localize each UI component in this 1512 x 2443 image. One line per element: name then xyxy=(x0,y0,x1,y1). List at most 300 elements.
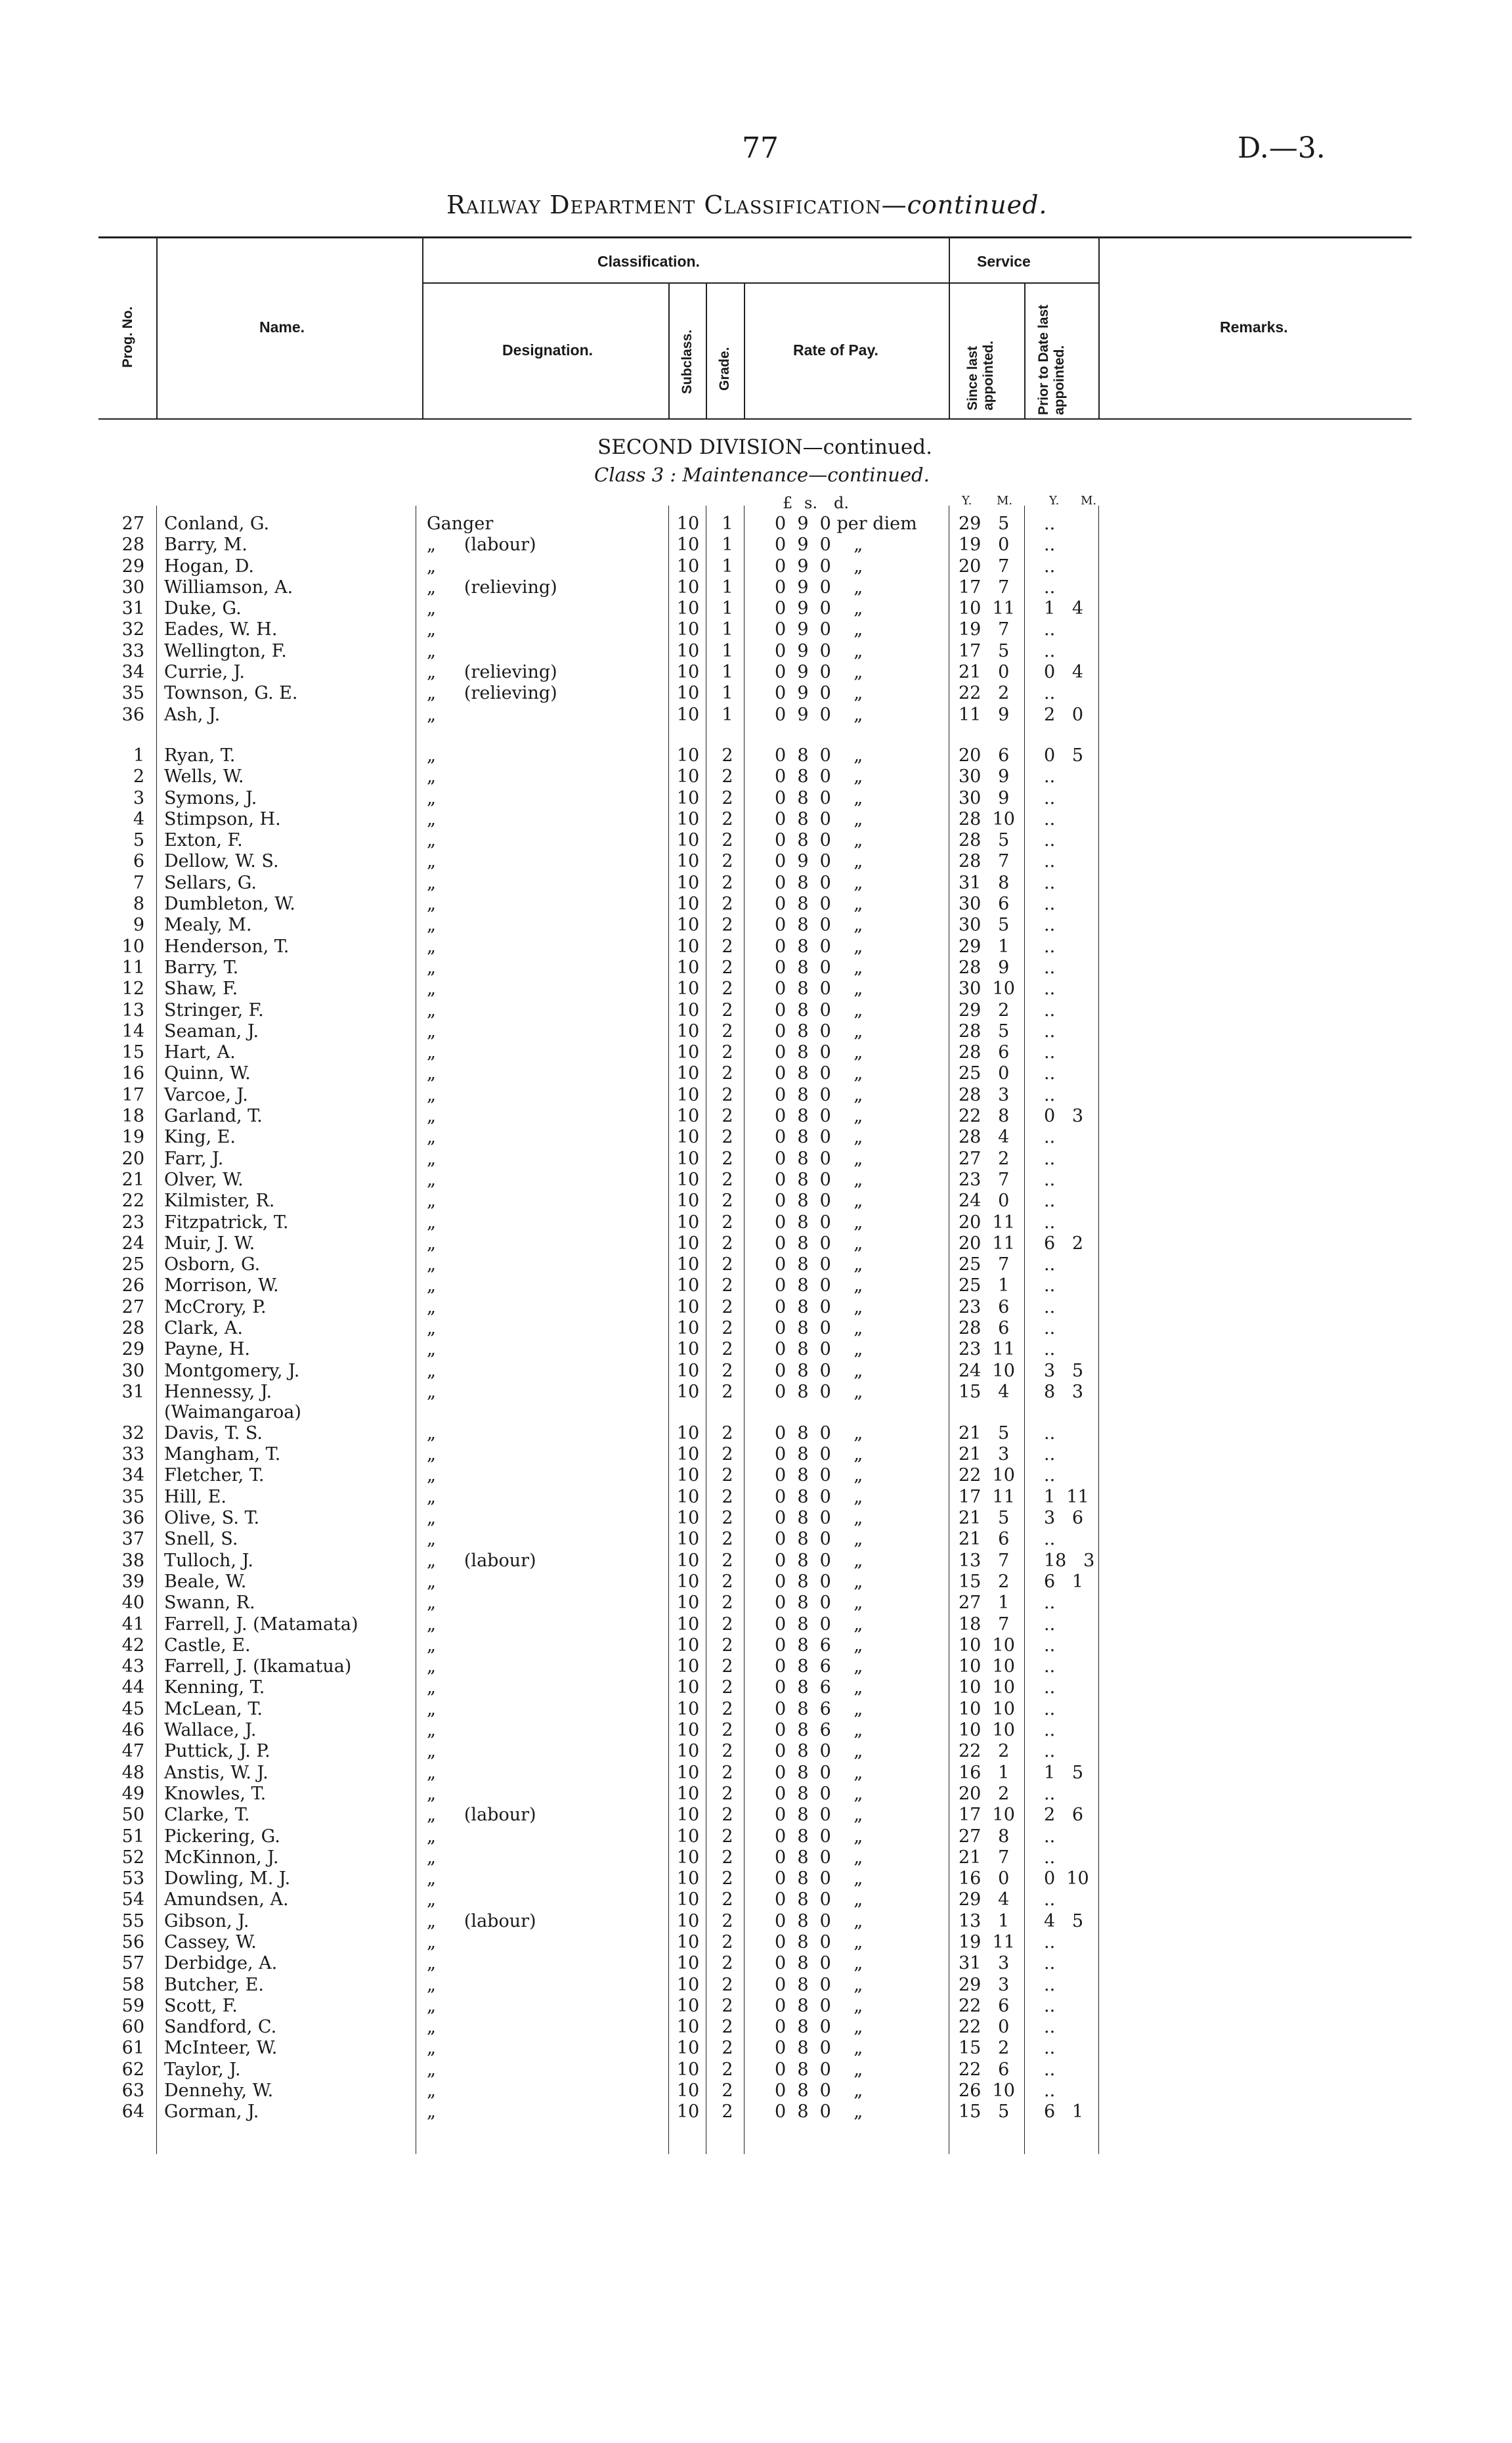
table-row xyxy=(0,2038,1512,2059)
grade-cell: 2 xyxy=(722,1508,733,1529)
prior-to-date-cell: .. xyxy=(1044,1127,1056,1148)
designation-cell: „ xyxy=(427,1677,436,1698)
table-row xyxy=(0,873,1512,894)
since-last-cell: 17 5 xyxy=(959,640,1010,661)
name-cell: Shaw, F. xyxy=(164,979,238,1000)
subclass-cell: 10 xyxy=(676,1191,700,1212)
prog-no-cell: 35 xyxy=(121,1486,144,1507)
header-since-last: Since last appointed. xyxy=(965,340,996,410)
subclass-cell: 10 xyxy=(676,535,700,556)
designation-cell: „ xyxy=(427,1847,436,1868)
grade-cell: 2 xyxy=(722,936,733,957)
name-cell: Wallace, J. xyxy=(164,1720,257,1741)
prior-to-date-cell: .. xyxy=(1044,1698,1056,1719)
designation-cell: „ xyxy=(427,1148,436,1169)
table-row xyxy=(0,2102,1512,2123)
rate-of-pay-cell: 0 8 0 „ xyxy=(775,1593,863,1614)
since-last-cell: 31 8 xyxy=(959,872,1010,893)
subclass-cell: 10 xyxy=(676,1381,700,1402)
grade-cell: 2 xyxy=(722,915,733,936)
designation-cell: „ xyxy=(427,1381,436,1402)
grade-cell: 2 xyxy=(722,2017,733,2038)
since-last-cell: 28 5 xyxy=(959,1021,1010,1042)
rate-of-pay-cell: 0 8 0 „ xyxy=(775,1614,863,1635)
designation-cell: „ xyxy=(427,2059,436,2080)
name-cell: Muir, J. W. xyxy=(164,1233,255,1254)
prog-no-cell: 51 xyxy=(121,1826,144,1847)
prog-no-cell: 36 xyxy=(121,704,144,725)
prog-no-cell: 59 xyxy=(121,1995,144,2016)
rate-of-pay-cell: 0 8 0 „ xyxy=(775,1275,863,1296)
table-row xyxy=(0,683,1512,704)
table-row xyxy=(0,1763,1512,1784)
subclass-cell: 10 xyxy=(676,1233,700,1254)
table-row xyxy=(0,1382,1512,1423)
rate-of-pay-cell: 0 8 0 „ xyxy=(775,1212,863,1233)
subclass-cell: 10 xyxy=(676,915,700,936)
name-cell: Ash, J. xyxy=(164,704,221,725)
prior-to-date-cell: 8 3 xyxy=(1044,1381,1084,1402)
subclass-cell: 10 xyxy=(676,1254,700,1275)
table-row xyxy=(0,1508,1512,1529)
grade-cell: 2 xyxy=(722,1593,733,1614)
rate-of-pay-cell: 0 8 0 „ xyxy=(775,1571,863,1592)
prior-to-date-cell: .. xyxy=(1044,1444,1056,1465)
subclass-cell: 10 xyxy=(676,1593,700,1614)
subclass-cell: 10 xyxy=(676,1953,700,1974)
prog-no-cell: 16 xyxy=(121,1063,144,1084)
grade-cell: 1 xyxy=(722,514,733,534)
designation-cell: „ xyxy=(427,1635,436,1656)
rate-of-pay-cell: 0 8 0 „ xyxy=(775,1339,863,1360)
subclass-cell: 10 xyxy=(676,1275,700,1296)
prog-no-cell: 3 xyxy=(133,787,144,808)
grade-cell: 2 xyxy=(722,1084,733,1105)
table-row xyxy=(0,2017,1512,2038)
designation-cell: „ xyxy=(427,1465,436,1486)
rate-of-pay-cell: 0 9 0 „ xyxy=(775,662,863,683)
grade-cell: 2 xyxy=(722,851,733,872)
subclass-cell: 10 xyxy=(676,1847,700,1868)
prog-no-cell: 62 xyxy=(121,2059,144,2080)
document-reference: D.—3. xyxy=(1238,131,1326,165)
grade-cell: 2 xyxy=(722,787,733,808)
grade-cell: 2 xyxy=(722,1191,733,1212)
grade-cell: 2 xyxy=(722,1444,733,1465)
table-row xyxy=(0,1106,1512,1127)
header-prog-no: Prog. No. xyxy=(120,306,135,368)
prior-to-date-cell: 0 3 xyxy=(1044,1106,1084,1127)
since-last-cell: 21 5 xyxy=(959,1508,1010,1529)
rate-of-pay-cell: 0 8 0 „ xyxy=(775,1360,863,1381)
prog-no-cell: 13 xyxy=(121,1000,144,1021)
prog-no-cell: 15 xyxy=(121,1042,144,1063)
grade-cell: 2 xyxy=(722,1783,733,1804)
grade-cell: 2 xyxy=(722,1021,733,1042)
designation-cell: „ (relieving) xyxy=(427,577,557,598)
prior-to-date-cell: 1 5 xyxy=(1044,1762,1084,1783)
prior-to-date-cell: .. xyxy=(1044,872,1056,893)
since-last-cell: 20 2 xyxy=(959,1783,1010,1804)
grade-cell: 1 xyxy=(722,662,733,683)
designation-cell: „ xyxy=(427,1486,436,1507)
since-last-cell: 19 0 xyxy=(959,535,1010,556)
prior-to-date-cell: 2 6 xyxy=(1044,1805,1084,1826)
prior-to-date-cell: .. xyxy=(1044,1422,1056,1443)
header-rate-of-pay: Rate of Pay. xyxy=(793,341,878,359)
header-grade: Grade. xyxy=(717,347,732,391)
subclass-cell: 10 xyxy=(676,957,700,978)
name-cell: Dellow, W. S. xyxy=(164,851,279,872)
prog-no-cell: 27 xyxy=(121,514,144,534)
designation-cell: „ xyxy=(427,872,436,893)
subclass-cell: 10 xyxy=(676,830,700,851)
rate-of-pay-cell: 0 8 0 „ xyxy=(775,1953,863,1974)
name-cell: Hart, A. xyxy=(164,1042,236,1063)
table-row xyxy=(0,1021,1512,1042)
name-cell: Barry, T. xyxy=(164,957,239,978)
since-last-cell: 28 10 xyxy=(959,808,1015,829)
since-last-cell: 20 6 xyxy=(959,745,1010,766)
subclass-cell: 10 xyxy=(676,1317,700,1338)
prior-to-date-cell: .. xyxy=(1044,1254,1056,1275)
since-last-cell: 29 4 xyxy=(959,1889,1010,1910)
col-line-4 xyxy=(706,284,707,420)
grade-cell: 2 xyxy=(722,766,733,787)
prior-to-date-cell: .. xyxy=(1044,556,1056,577)
prior-to-date-cell: .. xyxy=(1044,1191,1056,1212)
table-row xyxy=(0,2080,1512,2102)
name-cell: Exton, F. xyxy=(164,830,243,851)
prior-to-date-cell: .. xyxy=(1044,1995,1056,2016)
prog-no-cell: 52 xyxy=(121,1847,144,1868)
subclass-cell: 10 xyxy=(676,1000,700,1021)
prior-to-date-cell: .. xyxy=(1044,915,1056,936)
unit-prior-months: M. xyxy=(1081,494,1097,508)
designation-cell: „ xyxy=(427,1508,436,1529)
subclass-cell: 10 xyxy=(676,2038,700,2059)
since-last-cell: 20 11 xyxy=(959,1233,1015,1254)
grade-cell: 2 xyxy=(722,1212,733,1233)
name-cell: Sellars, G. xyxy=(164,872,257,893)
name-cell: Morrison, W. xyxy=(164,1275,279,1296)
name-cell: Anstis, W. J. xyxy=(164,1762,269,1783)
table-row xyxy=(0,1975,1512,1996)
grade-cell: 2 xyxy=(722,2038,733,2059)
header-top-rule xyxy=(98,236,1412,238)
designation-cell: „ xyxy=(427,1974,436,1995)
since-last-cell: 19 11 xyxy=(959,1932,1015,1952)
col-line-1 xyxy=(156,236,158,420)
rate-of-pay-cell: 0 8 0 „ xyxy=(775,1550,863,1571)
prior-to-date-cell: 0 10 xyxy=(1044,1868,1089,1889)
unit-since-months: M. xyxy=(997,494,1013,508)
since-last-cell: 10 10 xyxy=(959,1656,1015,1677)
table-row xyxy=(0,1212,1512,1233)
since-last-cell: 27 2 xyxy=(959,1148,1010,1169)
prior-to-date-cell: 6 1 xyxy=(1044,2102,1084,2123)
header-service: Service xyxy=(977,253,1031,270)
prior-to-date-cell: .. xyxy=(1044,936,1056,957)
name-cell: Kenning, T. xyxy=(164,1677,265,1698)
designation-cell: „ xyxy=(427,979,436,1000)
grade-cell: 2 xyxy=(722,957,733,978)
prog-no-cell: 34 xyxy=(121,1465,144,1486)
prog-no-cell: 2 xyxy=(133,766,144,787)
header-designation: Designation. xyxy=(502,341,594,359)
table-row xyxy=(0,1254,1512,1275)
designation-cell: „ xyxy=(427,1000,436,1021)
table-row xyxy=(0,1318,1512,1339)
designation-cell: „ xyxy=(427,1191,436,1212)
grade-cell: 2 xyxy=(722,1233,733,1254)
rate-of-pay-cell: 0 8 0 „ xyxy=(775,1444,863,1465)
prior-to-date-cell: 6 1 xyxy=(1044,1571,1084,1592)
prog-no-cell: 32 xyxy=(121,619,144,640)
table-row xyxy=(0,1465,1512,1486)
prog-no-cell: 54 xyxy=(121,1889,144,1910)
rate-of-pay-cell: 0 8 0 „ xyxy=(775,1783,863,1804)
prog-no-cell: 14 xyxy=(121,1021,144,1042)
name-cell: Dowling, M. J. xyxy=(164,1868,291,1889)
grade-cell: 1 xyxy=(722,556,733,577)
prior-to-date-cell: .. xyxy=(1044,787,1056,808)
table-row xyxy=(0,915,1512,936)
name-cell: Fitzpatrick, T. xyxy=(164,1212,289,1233)
grade-cell: 2 xyxy=(722,2080,733,2102)
prog-no-cell: 27 xyxy=(121,1296,144,1317)
name-cell: Derbidge, A. xyxy=(164,1953,278,1974)
subclass-cell: 10 xyxy=(676,1444,700,1465)
table-row xyxy=(0,1529,1512,1550)
subclass-cell: 10 xyxy=(676,1550,700,1571)
subclass-cell: 10 xyxy=(676,1422,700,1443)
table-row xyxy=(0,1444,1512,1465)
table-row xyxy=(0,851,1512,872)
grade-cell: 2 xyxy=(722,1571,733,1592)
subclass-cell: 10 xyxy=(676,979,700,1000)
name-cell: Sandford, C. xyxy=(164,2017,277,2038)
rate-of-pay-cell: 0 8 0 „ xyxy=(775,1889,863,1910)
since-last-cell: 28 3 xyxy=(959,1084,1010,1105)
grade-cell: 2 xyxy=(722,1805,733,1826)
header-remarks: Remarks. xyxy=(1220,319,1288,336)
prior-to-date-cell: .. xyxy=(1044,1339,1056,1360)
grade-cell: 2 xyxy=(722,1826,733,1847)
prog-no-cell: 29 xyxy=(121,1339,144,1360)
prior-to-date-cell: .. xyxy=(1044,830,1056,851)
group-spacer xyxy=(0,726,1512,745)
subclass-cell: 10 xyxy=(676,1762,700,1783)
rate-of-pay-cell: 0 8 0 „ xyxy=(775,1381,863,1402)
subclass-cell: 10 xyxy=(676,1783,700,1804)
rate-of-pay-cell: 0 8 0 „ xyxy=(775,1254,863,1275)
prog-no-cell: 53 xyxy=(121,1868,144,1889)
prog-no-cell: 44 xyxy=(121,1677,144,1698)
rate-of-pay-cell: 0 8 0 „ xyxy=(775,1063,863,1084)
grade-cell: 2 xyxy=(722,1127,733,1148)
prior-to-date-cell: .. xyxy=(1044,1169,1056,1190)
prog-no-cell: 1 xyxy=(133,745,144,766)
rate-of-pay-cell: 0 8 0 „ xyxy=(775,1021,863,1042)
since-last-cell: 10 10 xyxy=(959,1698,1015,1719)
prior-to-date-cell: .. xyxy=(1044,2017,1056,2038)
grade-cell: 2 xyxy=(722,1974,733,1995)
grade-cell: 2 xyxy=(722,1635,733,1656)
grade-cell: 1 xyxy=(722,619,733,640)
subclass-cell: 10 xyxy=(676,1677,700,1698)
subclass-cell: 10 xyxy=(676,1106,700,1127)
prior-to-date-cell: 2 0 xyxy=(1044,704,1084,725)
table-row xyxy=(0,1720,1512,1741)
prog-no-cell: 24 xyxy=(121,1233,144,1254)
prior-to-date-cell: .. xyxy=(1044,851,1056,872)
designation-cell: „ xyxy=(427,1296,436,1317)
table-row xyxy=(0,1297,1512,1318)
prog-no-cell: 33 xyxy=(121,1444,144,1465)
prior-to-date-cell: .. xyxy=(1044,619,1056,640)
designation-cell: „ xyxy=(427,1762,436,1783)
name-cell: Ryan, T. xyxy=(164,745,236,766)
name-cell: Wells, W. xyxy=(164,766,244,787)
prog-no-cell: 31 xyxy=(121,598,144,619)
subclass-cell: 10 xyxy=(676,1169,700,1190)
subclass-cell: 10 xyxy=(676,1932,700,1952)
designation-cell: „ xyxy=(427,1698,436,1719)
since-last-cell: 21 5 xyxy=(959,1422,1010,1443)
designation-cell: „ (labour) xyxy=(427,1550,536,1571)
name-cell: Stringer, F. xyxy=(164,1000,264,1021)
prog-no-cell: 22 xyxy=(121,1191,144,1212)
grade-cell: 1 xyxy=(722,640,733,661)
unit-since-years: Y. xyxy=(962,494,972,508)
since-last-cell: 24 10 xyxy=(959,1360,1015,1381)
rate-of-pay-cell: 0 8 0 „ xyxy=(775,1805,863,1826)
since-last-cell: 10 10 xyxy=(959,1635,1015,1656)
designation-cell: „ xyxy=(427,1868,436,1889)
subclass-cell: 10 xyxy=(676,2017,700,2038)
rate-of-pay-cell: 0 8 0 „ xyxy=(775,2017,863,2038)
prog-no-cell: 45 xyxy=(121,1698,144,1719)
since-last-cell: 17 10 xyxy=(959,1805,1015,1826)
name-cell: Cassey, W. xyxy=(164,1932,257,1952)
name-cell: Kilmister, R. xyxy=(164,1191,275,1212)
prior-to-date-cell: .. xyxy=(1044,2059,1056,2080)
subclass-cell: 10 xyxy=(676,577,700,598)
grade-cell: 2 xyxy=(722,872,733,893)
name-cell: Scott, F. xyxy=(164,1995,238,2016)
name-cell: Amundsen, A. xyxy=(164,1889,289,1910)
table-row xyxy=(0,1847,1512,1868)
prog-no-cell: 35 xyxy=(121,683,144,704)
subclass-cell: 10 xyxy=(676,1910,700,1931)
prog-no-cell: 12 xyxy=(121,979,144,1000)
prog-no-cell: 49 xyxy=(121,1783,144,1804)
designation-cell: „ xyxy=(427,1127,436,1148)
subclass-cell: 10 xyxy=(676,662,700,683)
rate-of-pay-cell: 0 8 0 „ xyxy=(775,1974,863,1995)
grade-cell: 2 xyxy=(722,1465,733,1486)
table-row xyxy=(0,788,1512,809)
prog-no-cell: 18 xyxy=(121,1106,144,1127)
unit-pence: d. xyxy=(834,494,849,512)
table-row xyxy=(0,1699,1512,1720)
title-continued: continued. xyxy=(907,190,1048,219)
prog-no-cell: 10 xyxy=(121,936,144,957)
designation-cell: „ xyxy=(427,957,436,978)
prog-no-cell: 9 xyxy=(133,915,144,936)
name-cell: Currie, J. xyxy=(164,662,245,683)
name-cell: Mealy, M. xyxy=(164,915,252,936)
subclass-cell: 10 xyxy=(676,766,700,787)
prior-to-date-cell: .. xyxy=(1044,1000,1056,1021)
designation-cell: „ xyxy=(427,598,436,619)
prog-no-cell: 25 xyxy=(121,1254,144,1275)
prog-no-cell: 7 xyxy=(133,872,144,893)
header-subclass: Subclass. xyxy=(680,329,695,394)
prog-no-cell: 56 xyxy=(121,1932,144,1952)
name-cell: Seaman, J. xyxy=(164,1021,259,1042)
rate-of-pay-cell: 0 8 0 „ xyxy=(775,1508,863,1529)
prog-no-cell: 28 xyxy=(121,535,144,556)
unit-prior-years: Y. xyxy=(1049,494,1060,508)
rate-of-pay-cell: 0 8 0 „ xyxy=(775,1422,863,1443)
prior-to-date-cell: .. xyxy=(1044,640,1056,661)
prior-to-date-cell: .. xyxy=(1044,514,1056,534)
designation-cell: „ xyxy=(427,894,436,915)
rate-of-pay-cell: 0 8 0 „ xyxy=(775,1233,863,1254)
table-row xyxy=(0,1677,1512,1698)
since-last-cell: 28 4 xyxy=(959,1127,1010,1148)
since-last-cell: 31 3 xyxy=(959,1953,1010,1974)
since-last-cell: 10 11 xyxy=(959,598,1015,619)
grade-cell: 2 xyxy=(722,1550,733,1571)
prior-to-date-cell: .. xyxy=(1044,1635,1056,1656)
rate-of-pay-cell: 0 8 6 „ xyxy=(775,1698,863,1719)
grade-cell: 2 xyxy=(722,1275,733,1296)
subclass-cell: 10 xyxy=(676,851,700,872)
rate-of-pay-cell: 0 8 0 „ xyxy=(775,1847,863,1868)
table-row xyxy=(0,1275,1512,1296)
rate-of-pay-cell: 0 8 0 „ xyxy=(775,957,863,978)
grade-cell: 2 xyxy=(722,1953,733,1974)
rate-of-pay-cell: 0 8 0 „ xyxy=(775,1296,863,1317)
table-row xyxy=(0,1551,1512,1572)
table-row xyxy=(0,1127,1512,1148)
rate-of-pay-cell: 0 8 0 „ xyxy=(775,1169,863,1190)
designation-cell: „ xyxy=(427,1529,436,1550)
designation-cell: „ xyxy=(427,1826,436,1847)
table-row xyxy=(0,598,1512,619)
name-cell: Mangham, T. xyxy=(164,1444,281,1465)
grade-cell: 2 xyxy=(722,1042,733,1063)
designation-cell: „ xyxy=(427,787,436,808)
subclass-cell: 10 xyxy=(676,808,700,829)
name-cell: Clark, A. xyxy=(164,1317,243,1338)
prog-no-cell: 48 xyxy=(121,1762,144,1783)
since-last-cell: 27 8 xyxy=(959,1826,1010,1847)
grade-cell: 2 xyxy=(722,745,733,766)
designation-cell: „ xyxy=(427,1593,436,1614)
table-row xyxy=(0,1635,1512,1656)
unit-shillings: s. xyxy=(804,494,817,512)
name-cell: Fletcher, T. xyxy=(164,1465,265,1486)
rate-of-pay-cell: 0 8 0 „ xyxy=(775,2038,863,2059)
since-last-cell: 15 4 xyxy=(959,1381,1010,1402)
since-last-cell: 22 10 xyxy=(959,1465,1015,1486)
rate-of-pay-cell: 0 9 0 per diem xyxy=(775,514,917,534)
grade-cell: 2 xyxy=(722,1762,733,1783)
